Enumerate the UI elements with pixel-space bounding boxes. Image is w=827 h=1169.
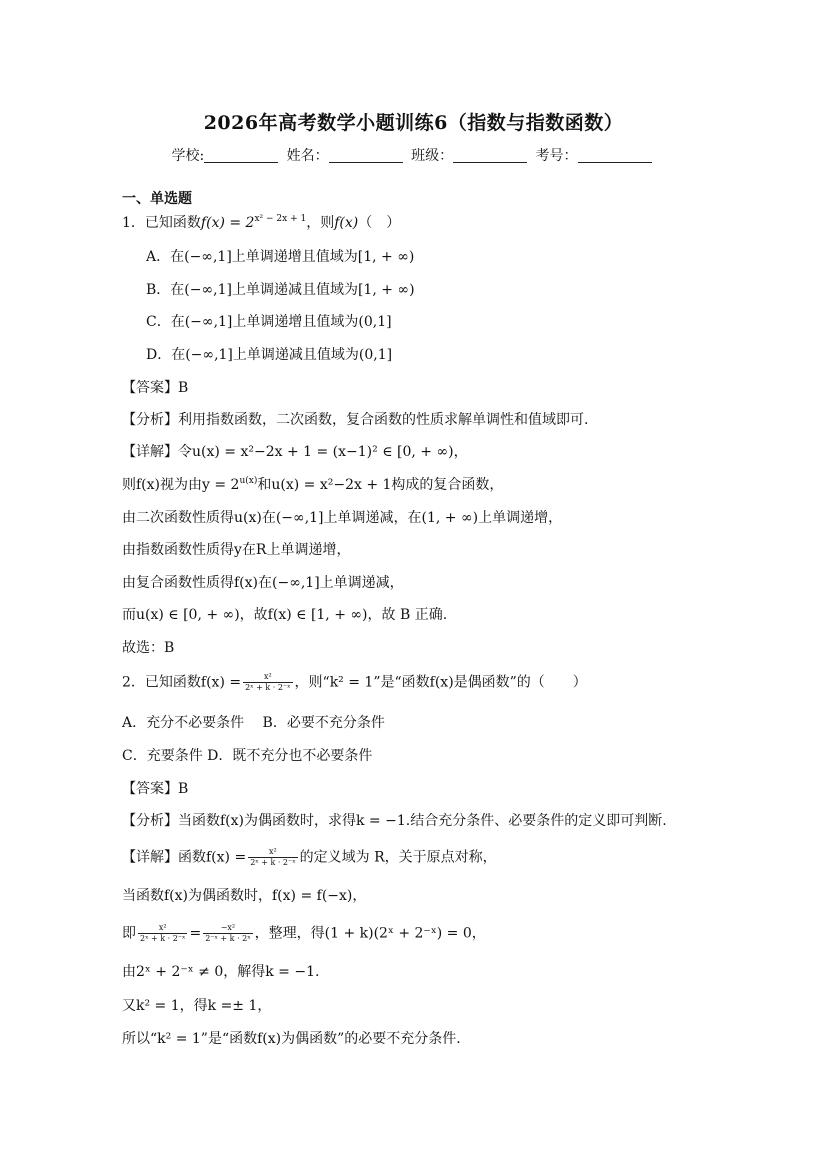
question-1-detail: 由指数函数性质得y在R上单调递增，	[122, 542, 351, 558]
question-1-detail: 【详解】令u(x) = x²−2x + 1 = (x−1)² ∈ [0, + ∞)，	[122, 444, 468, 460]
class-label: 班级：	[411, 148, 454, 164]
question-1-detail: 则f(x)视为由$y = 2^{u(x)}$和u(x) = x²−2x + 1构成的复合函数，	[122, 476, 504, 493]
name-field[interactable]	[329, 148, 403, 163]
question-2-detail: 即 $\frac{\text{x²}}{\text{2ˣ + k · 2⁻ˣ}}$ = $\frac{\text{−x²}}{\text{2⁻ˣ + k · 2ˣ}}$ ，整理，得(1 + k)(2ˣ + 2⁻ˣ) = 0，	[122, 923, 486, 943]
fraction: $\frac{\text{x²}}{\text{2ˣ + k · 2⁻ˣ}}$	[245, 672, 291, 692]
fraction: $\frac{\text{−x²}}{\text{2⁻ˣ + k · 2ˣ}}$	[205, 923, 251, 943]
section-heading: 一、单选题	[122, 191, 192, 207]
question-1-stem: 1．已知函数$f(x) = 2^{x^2 - 2x + 1}$，则f(x)（ ）	[122, 214, 401, 231]
question-1-analysis: 【分析】利用指数函数，二次函数，复合函数的性质求解单调性和值域即可.	[122, 412, 589, 428]
question-2-stem: 2．已知函数f(x) = $\frac{\text{x²}}{\text{2ˣ + k · 2⁻ˣ}}$ ，则“k² = 1”是“函数f(x)是偶函数”的（ ）	[122, 672, 587, 692]
id-field[interactable]	[578, 148, 652, 163]
fraction: $\frac{\text{x²}}{\text{2ˣ + k · 2⁻ˣ}}$	[250, 847, 296, 867]
question-2-detail: 【详解】函数f(x) = $\frac{\text{x²}}{\text{2ˣ + k · 2⁻ˣ}}$ 的定义域为 R，关于原点对称，	[122, 847, 497, 867]
question-2-detail: 又k² = 1，得k =± 1，	[122, 998, 272, 1014]
page-title: 2026年高考数学小题训练6（指数与指数函数）	[203, 112, 624, 134]
question-2-options-ab: A．充分不必要条件 B．必要不充分条件	[122, 715, 385, 731]
class-field[interactable]	[453, 148, 527, 163]
question-1-detail: 由复合函数性质得f(x)在(−∞,1]上单调递减，	[122, 575, 404, 591]
student-info-line	[0, 145, 827, 165]
question-2-detail: 由2ˣ + 2⁻ˣ ≠ 0，解得k = −1.	[122, 964, 320, 980]
question-2-detail: 当函数f(x)为偶函数时，f(x) = f(−x)，	[122, 888, 367, 904]
fraction: $\frac{\text{x²}}{\text{2ˣ + k · 2⁻ˣ}}$	[140, 923, 186, 943]
id-label: 考号：	[535, 148, 578, 164]
question-1-detail: 由二次函数性质得u(x)在(−∞,1]上单调递减，在(1, + ∞)上单调递增，	[122, 510, 563, 526]
school-label: 学校:	[171, 148, 205, 164]
school-field[interactable]	[204, 148, 278, 163]
name-label: 姓名：	[286, 148, 329, 164]
question-1-option-a: A．在(−∞,1]上单调递增且值域为[1, + ∞)	[146, 249, 415, 265]
question-2-options-cd: C．充要条件 D．既不充分也不必要条件	[122, 748, 373, 764]
question-1-detail: 而u(x) ∈ [0, + ∞)，故f(x) ∈ [1, + ∞)，故 B 正确.	[122, 607, 448, 623]
question-2-detail: 所以“k² = 1”是“函数f(x)为偶函数”的必要不充分条件.	[122, 1031, 461, 1047]
question-1-choice: 故选：B	[122, 640, 175, 656]
question-1-answer: 【答案】B	[122, 380, 189, 396]
question-1-option-b: B．在(−∞,1]上单调递减且值域为[1, + ∞)	[146, 282, 415, 298]
question-1-option-d: D．在(−∞,1]上单调递减且值域为(0,1]	[146, 347, 393, 363]
question-1-option-c: C．在(−∞,1]上单调递增且值域为(0,1]	[146, 314, 392, 330]
question-2-analysis: 【分析】当函数f(x)为偶函数时，求得k = −1.结合充分条件、必要条件的定义即可判断.	[122, 813, 667, 829]
question-2-answer: 【答案】B	[122, 781, 189, 797]
